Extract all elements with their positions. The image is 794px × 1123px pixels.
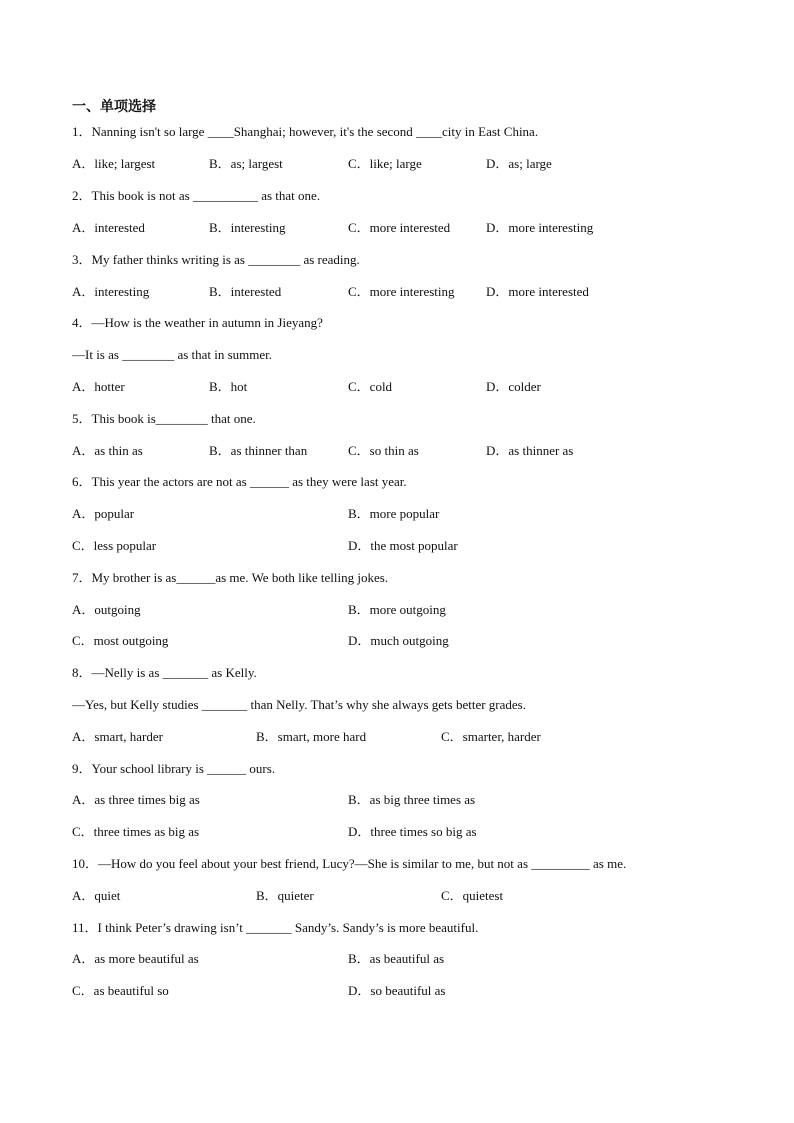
q2-option-a[interactable]: A．interested (72, 220, 145, 235)
q11-option-d[interactable]: D．so beautiful as (348, 983, 446, 998)
question-2-stem: 2．This book is not as __________ as that one. (72, 188, 321, 203)
q8-option-c[interactable]: C．smarter, harder (441, 729, 541, 744)
q1-option-d[interactable]: D．as; large (486, 156, 552, 171)
question-11-stem: 11．I think Peter’s drawing isn’t _______ Sandy’s. Sandy’s is more beautiful. (72, 920, 479, 935)
question-10-stem: 10．—How do you feel about your best friend, Lucy?—She is similar to me, but not as _________ as me. (72, 856, 627, 871)
question-4-dialogue: —It is as ________ as that in summer. (72, 347, 273, 362)
q5-option-c[interactable]: C．so thin as (348, 443, 419, 458)
q2-option-b[interactable]: B．interesting (209, 220, 286, 235)
q10-option-b[interactable]: B．quieter (256, 888, 314, 903)
q10-option-c[interactable]: C．quietest (441, 888, 504, 903)
question-6-stem: 6．This year the actors are not as ______ as they were last year. (72, 474, 407, 489)
q3-option-d[interactable]: D．more interested (486, 284, 589, 299)
question-5-stem: 5．This book is________ that one. (72, 411, 256, 426)
question-4-stem: 4．—How is the weather in autumn in Jieyang? (72, 315, 323, 330)
question-3-stem: 3．My father thinks writing is as ________ as reading. (72, 252, 360, 267)
q7-option-a[interactable]: A．outgoing (72, 602, 141, 617)
q11-option-a[interactable]: A．as more beautiful as (72, 951, 199, 966)
q5-option-b[interactable]: B．as thinner than (209, 443, 308, 458)
q1-option-c[interactable]: C．like; large (348, 156, 422, 171)
q1-option-a[interactable]: A．like; largest (72, 156, 156, 171)
q8-option-a[interactable]: A．smart, harder (72, 729, 163, 744)
question-1-stem: 1．Nanning isn't so large ____Shanghai; however, it's the second ____city in East China. (72, 124, 539, 139)
q3-option-b[interactable]: B．interested (209, 284, 282, 299)
q10-option-a[interactable]: A．quiet (72, 888, 121, 903)
q11-option-b[interactable]: B．as beautiful as (348, 951, 445, 966)
question-8-dialogue: —Yes, but Kelly studies _______ than Nelly. That’s why she always gets better grades. (72, 697, 526, 712)
question-8-stem: 8．—Nelly is as _______ as Kelly. (72, 665, 257, 680)
q2-option-c[interactable]: C．more interested (348, 220, 451, 235)
q2-option-d[interactable]: D．more interesting (486, 220, 594, 235)
q9-option-b[interactable]: B．as big three times as (348, 792, 476, 807)
q7-option-b[interactable]: B．more outgoing (348, 602, 446, 617)
q9-option-a[interactable]: A．as three times big as (72, 792, 200, 807)
q5-option-a[interactable]: A．as thin as (72, 443, 143, 458)
q8-option-b[interactable]: B．smart, more hard (256, 729, 367, 744)
q3-option-a[interactable]: A．interesting (72, 284, 150, 299)
q6-option-c[interactable]: C．less popular (72, 538, 157, 553)
q4-option-c[interactable]: C．cold (348, 379, 393, 394)
q6-option-a[interactable]: A．popular (72, 506, 135, 521)
question-9-stem: 9．Your school library is ______ ours. (72, 761, 276, 776)
q4-option-d[interactable]: D．colder (486, 379, 541, 394)
q6-option-b[interactable]: B．more popular (348, 506, 440, 521)
q5-option-d[interactable]: D．as thinner as (486, 443, 574, 458)
q7-option-c[interactable]: C．most outgoing (72, 633, 169, 648)
q1-option-b[interactable]: B．as; largest (209, 156, 283, 171)
q7-option-d[interactable]: D．much outgoing (348, 633, 449, 648)
section-title: 一、单项选择 (72, 99, 156, 115)
q6-option-d[interactable]: D．the most popular (348, 538, 458, 553)
q11-option-c[interactable]: C．as beautiful so (72, 983, 169, 998)
q3-option-c[interactable]: C．more interesting (348, 284, 455, 299)
q4-option-b[interactable]: B．hot (209, 379, 248, 394)
q4-option-a[interactable]: A．hotter (72, 379, 125, 394)
q9-option-c[interactable]: C．three times as big as (72, 824, 200, 839)
question-7-stem: 7．My brother is as______as me. We both like telling jokes. (72, 570, 389, 585)
q9-option-d[interactable]: D．three times so big as (348, 824, 477, 839)
